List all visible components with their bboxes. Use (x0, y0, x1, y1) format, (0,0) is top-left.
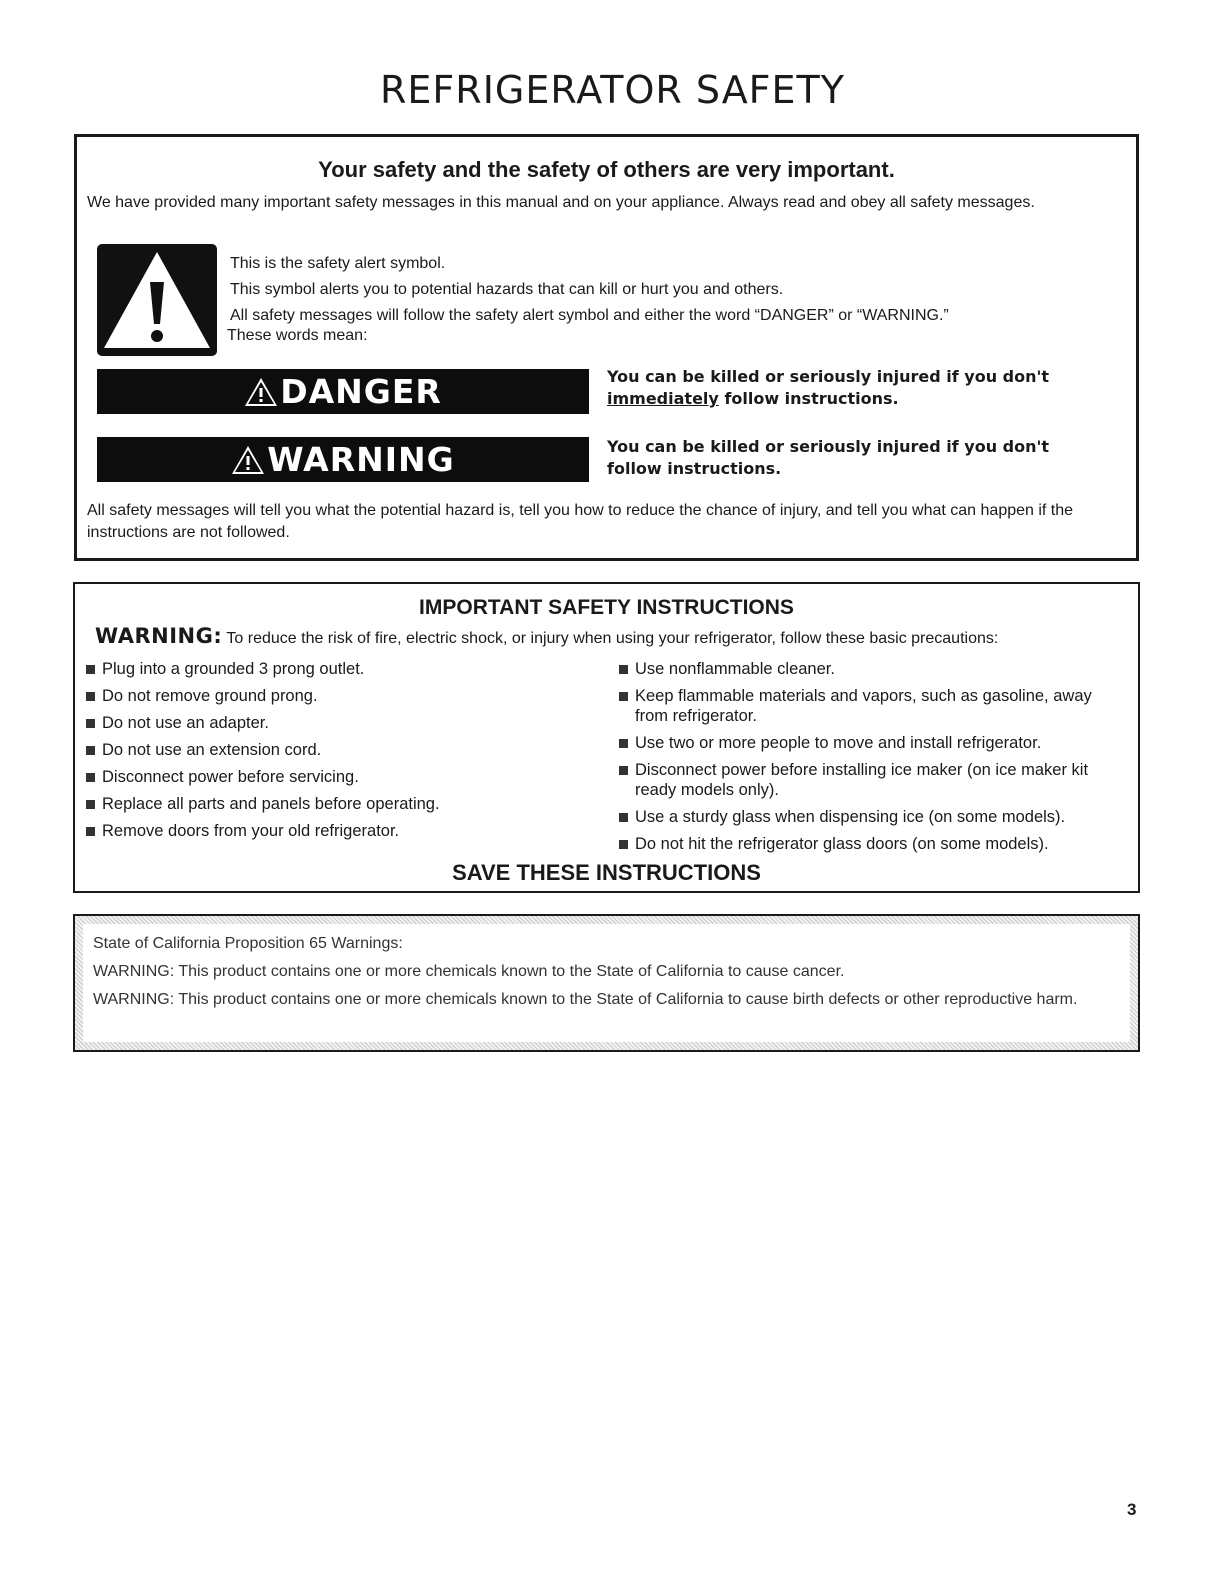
list-item: Do not hit the refrigerator glass doors (on some models). (618, 834, 1128, 854)
precautions-list-left (85, 659, 585, 848)
warning-description: You can be killed or seriously injured if you don't follow instructions. (607, 437, 1050, 478)
alert-line: All safety messages will follow the safety alert symbol and either the word “DANGER” or “WARNING.” (230, 307, 949, 324)
danger-alert-icon (244, 377, 278, 407)
safety-alert-icon (97, 244, 217, 356)
list-item: Do not remove ground prong. (85, 686, 585, 706)
safety-headline: Your safety and the safety of others are very important. (318, 157, 895, 182)
list-item: Remove doors from your old refrigerator. (85, 821, 585, 841)
warning-alert-icon (231, 445, 265, 475)
alert-line: This symbol alerts you to potential hazards that can kill or hurt you and others. (230, 281, 784, 298)
safety-closing: All safety messages will tell you what the potential hazard is, tell you how to reduce the chance of injury, and tell you what can happen if the instructions are not followed. (87, 502, 1074, 541)
prop65-panel (83, 924, 1130, 1042)
important-instructions-box (73, 582, 1140, 893)
list-item: Use a sturdy glass when dispensing ice (on some models). (618, 807, 1128, 827)
prop65-warning-reproductive: WARNING: This product contains one or more chemicals known to the State of California to cause birth defects or other reproductive harm. (93, 991, 1078, 1008)
alert-explanation (227, 251, 949, 349)
instructions-warning-label: WARNING: (95, 624, 223, 648)
prop65-text (93, 934, 1083, 1018)
instructions-heading: IMPORTANT SAFETY INSTRUCTIONS (419, 596, 794, 619)
instructions-warning-text: To reduce the risk of fire, electric shock, or injury when using your refrigerator, follow these basic precautions: (226, 630, 999, 647)
warning-banner (97, 437, 589, 482)
list-item: Disconnect power before servicing. (85, 767, 585, 787)
prop65-box (73, 914, 1140, 1052)
list-item: Do not use an adapter. (85, 713, 585, 733)
prop65-title: State of California Proposition 65 Warnings: (93, 935, 403, 952)
warning-label: WARNING (267, 440, 455, 479)
list-item: Plug into a grounded 3 prong outlet. (85, 659, 585, 679)
danger-text: You can be killed or seriously injured if you don't (607, 367, 1050, 386)
danger-text-end: follow instructions. (718, 389, 899, 408)
prop65-warning-cancer: WARNING: This product contains one or more chemicals known to the State of California to cause cancer. (93, 963, 845, 980)
instructions-warning (95, 624, 998, 648)
danger-emphasis: immediately (607, 389, 719, 408)
alert-line: These words mean: (227, 327, 368, 344)
save-instructions-label: SAVE THESE INSTRUCTIONS (452, 860, 761, 885)
danger-label: DANGER (280, 372, 442, 411)
list-item: Keep flammable materials and vapors, such as gasoline, away from refrigerator. (618, 686, 1128, 726)
safety-intro: We have provided many important safety messages in this manual and on your appliance. Always read and obey all safety messages. (87, 194, 1035, 211)
precautions-list-right (618, 659, 1128, 861)
danger-banner (97, 369, 589, 414)
list-item: Disconnect power before installing ice maker (on ice maker kit ready models only). (618, 760, 1128, 800)
safety-box (74, 134, 1139, 561)
list-item: Use two or more people to move and install refrigerator. (618, 733, 1128, 753)
page-title: REFRIGERATOR SAFETY (380, 68, 845, 112)
list-item: Use nonflammable cleaner. (618, 659, 1128, 679)
alert-line: This is the safety alert symbol. (230, 255, 446, 272)
list-item: Do not use an extension cord. (85, 740, 585, 760)
danger-description (607, 366, 1127, 410)
list-item: Replace all parts and panels before operating. (85, 794, 585, 814)
page-number: 3 (1127, 1500, 1137, 1519)
